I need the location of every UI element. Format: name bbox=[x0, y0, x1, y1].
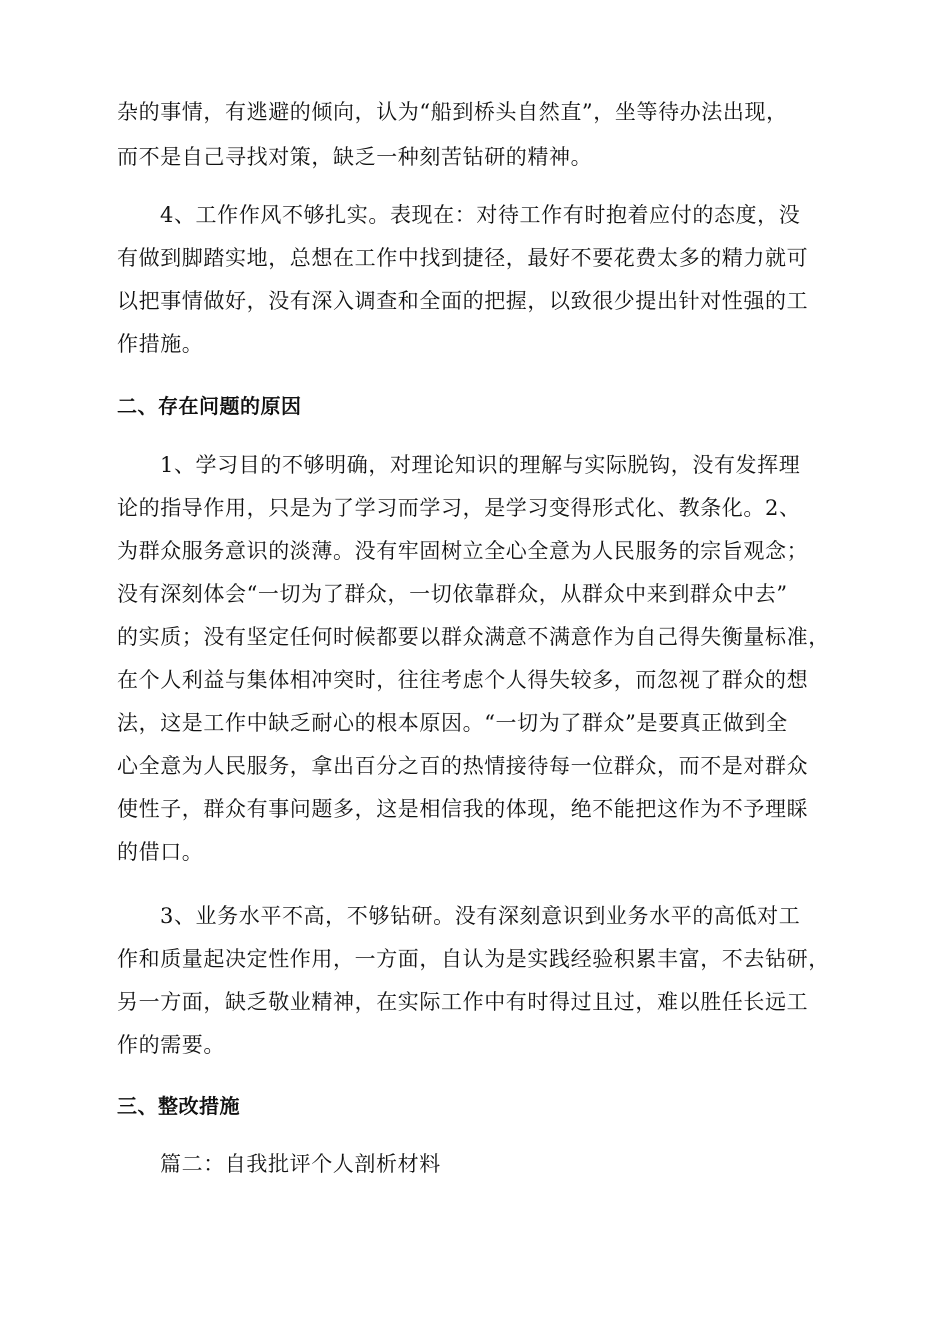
paragraph-line: 使性子，群众有事问题多，这是相信我的体现，绝不能把这作为不予理睬 bbox=[117, 797, 809, 821]
paragraph-line: 的借口。 bbox=[117, 840, 204, 864]
next-document-title: 篇二：自我批评个人剖析材料 bbox=[160, 1152, 441, 1176]
paragraph-line: 另一方面，缺乏敬业精神，在实际工作中有时得过且过，难以胜任长远工 bbox=[117, 990, 809, 1014]
paragraph-line: 以把事情做好，没有深入调查和全面的把握，以致很少提出针对性强的工 bbox=[117, 289, 809, 313]
paragraph-line: 作和质量起决定性作用，一方面，自认为是实践经验积累丰富，不去钻研， bbox=[117, 947, 830, 971]
paragraph-line: 3、业务水平不高，不够钻研。没有深刻意识到业务水平的高低对工 bbox=[160, 904, 801, 928]
paragraph-line: 有做到脚踏实地，总想在工作中找到捷径，最好不要花费太多的精力就可 bbox=[117, 246, 809, 270]
paragraph-line: 没有深刻体会“一切为了群众，一切依靠群众，从群众中来到群众中去” bbox=[117, 582, 788, 606]
paragraph-line: 作措施。 bbox=[117, 332, 204, 356]
paragraph-line: 而不是自己寻找对策，缺乏一种刻苦钻研的精神。 bbox=[117, 145, 593, 169]
paragraph-line: 作的需要。 bbox=[117, 1033, 225, 1057]
paragraph-line: 1、学习目的不够明确，对理论知识的理解与实际脱钩，没有发挥理 bbox=[160, 453, 801, 477]
paragraph-line: 为群众服务意识的淡薄。没有牢固树立全心全意为人民服务的宗旨观念； bbox=[117, 539, 809, 563]
paragraph-line: 4、工作作风不够扎实。表现在：对待工作有时抱着应付的态度，没 bbox=[160, 203, 801, 227]
section-heading: 三、整改措施 bbox=[117, 1094, 240, 1118]
paragraph-line: 的实质；没有坚定任何时候都要以群众满意不满意作为自己得失衡量标准， bbox=[117, 625, 830, 649]
paragraph-line: 论的指导作用，只是为了学习而学习，是学习变得形式化、教条化。2、 bbox=[117, 496, 801, 520]
paragraph-line: 法，这是工作中缺乏耐心的根本原因。“一切为了群众”是要真正做到全 bbox=[117, 711, 788, 735]
paragraph-line: 杂的事情，有逃避的倾向，认为“船到桥头自然直”，坐等待办法出现， bbox=[117, 100, 788, 124]
paragraph-line: 心全意为人民服务，拿出百分之百的热情接待每一位群众，而不是对群众 bbox=[117, 754, 809, 778]
section-heading: 二、存在问题的原因 bbox=[117, 394, 302, 418]
paragraph-line: 在个人利益与集体相冲突时，往往考虑个人得失较多，而忽视了群众的想 bbox=[117, 668, 809, 692]
